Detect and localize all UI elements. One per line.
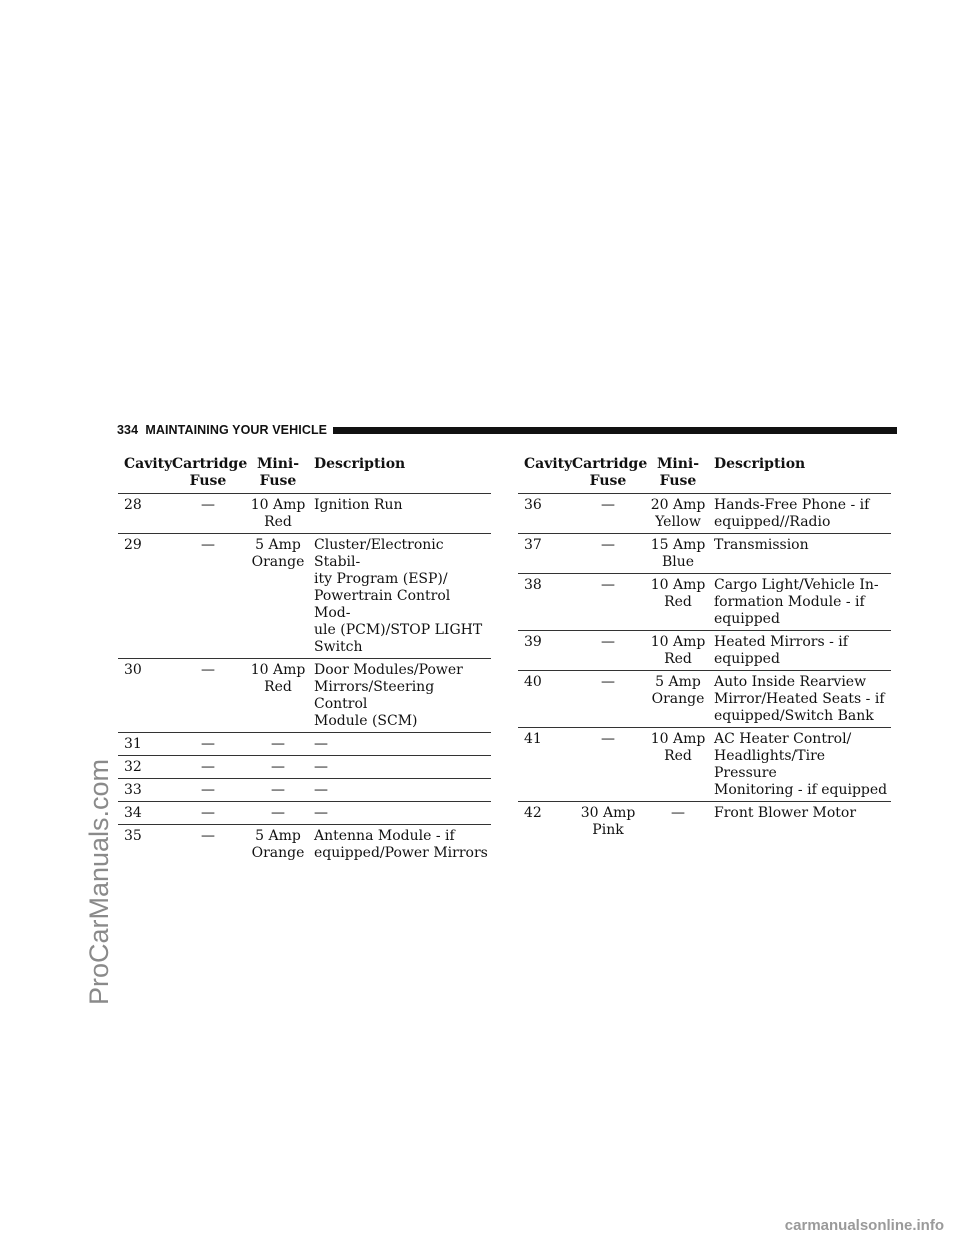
description-cell [712, 534, 891, 574]
cell-line: 5 Amp [255, 537, 301, 553]
cavity-cell: 41 [524, 731, 542, 747]
cavity-cell: 39 [524, 634, 542, 650]
cell-line: Mirrors/Steering Control [314, 679, 435, 712]
cavity-cell: 42 [524, 805, 542, 821]
mini-fuse-cell [244, 802, 312, 825]
cell-line: Red [264, 514, 292, 530]
cell-line: Orange [251, 554, 305, 570]
mini-fuse-cell [244, 733, 312, 756]
cell-line: Red [664, 748, 692, 764]
table-row [518, 534, 891, 574]
cell-line: — [201, 805, 215, 821]
fuse-table-right [518, 456, 891, 841]
cell-line: ule (PCM)/STOP LIGHT [314, 622, 483, 638]
mini-fuse-cell [244, 779, 312, 802]
table-row [118, 494, 491, 534]
cavity-cell: 29 [124, 537, 142, 553]
cavity-cell: 35 [124, 828, 142, 844]
fuse-table [518, 456, 891, 841]
table-row [518, 802, 891, 842]
table-header-row [518, 456, 891, 494]
cell-line: 10 Amp [650, 634, 706, 650]
cell-line: Fuse [259, 473, 297, 489]
mini-fuse-cell [644, 631, 712, 671]
mini-fuse-cell [244, 534, 312, 659]
mini-fuse-cell [644, 494, 712, 534]
description-cell [312, 779, 491, 802]
table-row [118, 534, 491, 659]
description-cell [712, 631, 891, 671]
table-row [118, 802, 491, 825]
col-cavity-header: Cavity [124, 456, 173, 472]
cell-line: Red [264, 679, 292, 695]
cell-line: equipped/Switch Bank [714, 708, 874, 724]
cartridge-fuse-cell [572, 728, 644, 802]
description-cell [312, 733, 491, 756]
cell-line: Ignition Run [314, 497, 403, 513]
cell-line: Red [664, 594, 692, 610]
description-cell [712, 671, 891, 728]
cell-line: Orange [651, 691, 705, 707]
cell-line: 20 Amp [650, 497, 706, 513]
description-cell [712, 494, 891, 534]
cell-line: — [201, 497, 215, 513]
cell-line: 5 Amp [255, 828, 301, 844]
cell-line: Orange [251, 845, 305, 861]
cell-line: Antenna Module - if [314, 828, 455, 844]
table-row [518, 631, 891, 671]
cell-line: — [314, 736, 328, 752]
mini-fuse-cell [244, 756, 312, 779]
description-cell [712, 802, 891, 842]
fuse-table-left [118, 456, 491, 864]
col-cartridge-fuse-header [572, 456, 648, 494]
cell-line: Cartridge [172, 456, 248, 472]
description-cell [312, 756, 491, 779]
cell-line: — [201, 537, 215, 553]
cell-line: — [201, 828, 215, 844]
cell-line: Mini- [656, 456, 700, 472]
cell-line: Front Blower Motor [714, 805, 857, 821]
cell-line: Module (SCM) [314, 713, 418, 729]
description-cell [312, 494, 491, 534]
cell-line: 15 Amp [650, 537, 706, 553]
cavity-cell: 33 [124, 782, 142, 798]
cell-line: Switch [314, 639, 363, 655]
cell-line: Blue [661, 554, 695, 570]
cell-line: 30 Amp [580, 805, 636, 821]
cartridge-fuse-cell [172, 494, 244, 534]
cell-line: — [601, 537, 615, 553]
watermark: ProCarManuals.com [84, 758, 114, 1006]
cavity-cell: 28 [124, 497, 142, 513]
table-row [118, 733, 491, 756]
cartridge-fuse-cell [572, 802, 644, 842]
mini-fuse-cell [244, 659, 312, 733]
description-cell [712, 574, 891, 631]
cell-line: Cartridge [572, 456, 648, 472]
cell-line: Mirror/Heated Seats - if [714, 691, 885, 707]
cell-line: Fuse [659, 473, 697, 489]
description-cell [312, 659, 491, 733]
cell-line: — [271, 805, 285, 821]
mini-fuse-cell [644, 671, 712, 728]
mini-fuse-cell [644, 802, 712, 842]
table-row [518, 494, 891, 534]
cell-line: — [201, 736, 215, 752]
description-cell [312, 825, 491, 865]
cavity-cell: 31 [124, 736, 142, 752]
header-text [117, 423, 327, 437]
cell-line: — [601, 497, 615, 513]
col-cavity-header: Cavity [524, 456, 573, 472]
cell-line: ity Program (ESP)/ [314, 571, 448, 587]
cartridge-fuse-cell [172, 802, 244, 825]
cell-line: Pink [592, 822, 624, 838]
cell-line: Monitoring - if equipped [714, 782, 888, 798]
cell-line: Heated Mirrors - if [714, 634, 848, 650]
cell-line: Red [664, 651, 692, 667]
cell-line: Powertrain Control Mod- [314, 588, 451, 621]
cell-line: — [201, 759, 215, 775]
description-cell [312, 534, 491, 659]
section-title: MAINTAINING YOUR VEHICLE [145, 423, 328, 437]
cell-line: — [271, 782, 285, 798]
cell-line: — [314, 759, 328, 775]
description-cell [312, 802, 491, 825]
cartridge-fuse-cell [572, 494, 644, 534]
cell-line: — [201, 782, 215, 798]
col-mini-fuse-header [244, 456, 312, 494]
col-description-header: Description [714, 456, 806, 472]
table-row [118, 659, 491, 733]
table-header-row [118, 456, 491, 494]
cell-line: 10 Amp [250, 497, 306, 513]
cell-line: Cluster/Electronic Stabil- [314, 537, 444, 570]
cartridge-fuse-cell [172, 756, 244, 779]
cell-line: formation Module - if [714, 594, 865, 610]
cell-line: Transmission [714, 537, 809, 553]
cell-line: — [601, 674, 615, 690]
cell-line: — [271, 736, 285, 752]
cell-line: equipped [714, 651, 780, 667]
col-cartridge-fuse-header [172, 456, 248, 494]
cartridge-fuse-cell [572, 671, 644, 728]
description-cell [712, 728, 891, 802]
cell-line: Auto Inside Rearview [714, 674, 867, 690]
cell-line: 5 Amp [655, 674, 701, 690]
mini-fuse-cell [244, 494, 312, 534]
cell-line: — [601, 634, 615, 650]
cell-line: — [201, 662, 215, 678]
cell-line: equipped [714, 611, 780, 627]
cell-line: 10 Amp [650, 731, 706, 747]
mini-fuse-cell [644, 534, 712, 574]
cell-line: Mini- [256, 456, 300, 472]
table-row [118, 779, 491, 802]
mini-fuse-cell [244, 825, 312, 865]
cartridge-fuse-cell [172, 534, 244, 659]
cell-line: 10 Amp [650, 577, 706, 593]
cartridge-fuse-cell [172, 659, 244, 733]
cell-line: Fuse [189, 473, 227, 489]
cell-line: — [271, 759, 285, 775]
col-mini-fuse-header [644, 456, 712, 494]
cartridge-fuse-cell [572, 631, 644, 671]
fuse-table [118, 456, 491, 864]
cartridge-fuse-cell [172, 733, 244, 756]
cavity-cell: 38 [524, 577, 542, 593]
table-row [118, 756, 491, 779]
cell-line: Cargo Light/Vehicle In- [714, 577, 879, 593]
cell-line: — [601, 577, 615, 593]
cavity-cell: 34 [124, 805, 142, 821]
header-rule [333, 427, 897, 434]
cell-line: equipped//Radio [714, 514, 831, 530]
cell-line: AC Heater Control/ [714, 731, 852, 747]
cell-line: 10 Amp [250, 662, 306, 678]
col-description-header: Description [314, 456, 406, 472]
cartridge-fuse-cell [572, 534, 644, 574]
cell-line: equipped/Power Mirrors [314, 845, 488, 861]
table-row [518, 574, 891, 631]
cavity-cell: 37 [524, 537, 542, 553]
cell-line: — [314, 782, 328, 798]
cavity-cell: 36 [524, 497, 542, 513]
cell-line: — [314, 805, 328, 821]
cavity-cell: 32 [124, 759, 142, 775]
mini-fuse-cell [644, 728, 712, 802]
table-row [518, 671, 891, 728]
cartridge-fuse-cell [572, 574, 644, 631]
cell-line: — [671, 805, 685, 821]
cell-line: — [601, 731, 615, 747]
table-row [118, 825, 491, 865]
cell-line: Yellow [655, 514, 701, 530]
cell-line: Fuse [589, 473, 627, 489]
cartridge-fuse-cell [172, 779, 244, 802]
cavity-cell: 40 [524, 674, 542, 690]
cartridge-fuse-cell [172, 825, 244, 865]
cell-line: Hands-Free Phone - if [714, 497, 870, 513]
footer-source: carmanualsonline.info [784, 1217, 944, 1234]
cavity-cell: 30 [124, 662, 142, 678]
page-header [117, 420, 897, 440]
table-row [518, 728, 891, 802]
page-number: 334 [117, 423, 139, 437]
mini-fuse-cell [644, 574, 712, 631]
cell-line: Headlights/Tire Pressure [714, 748, 826, 781]
cell-line: Door Modules/Power [314, 662, 463, 678]
